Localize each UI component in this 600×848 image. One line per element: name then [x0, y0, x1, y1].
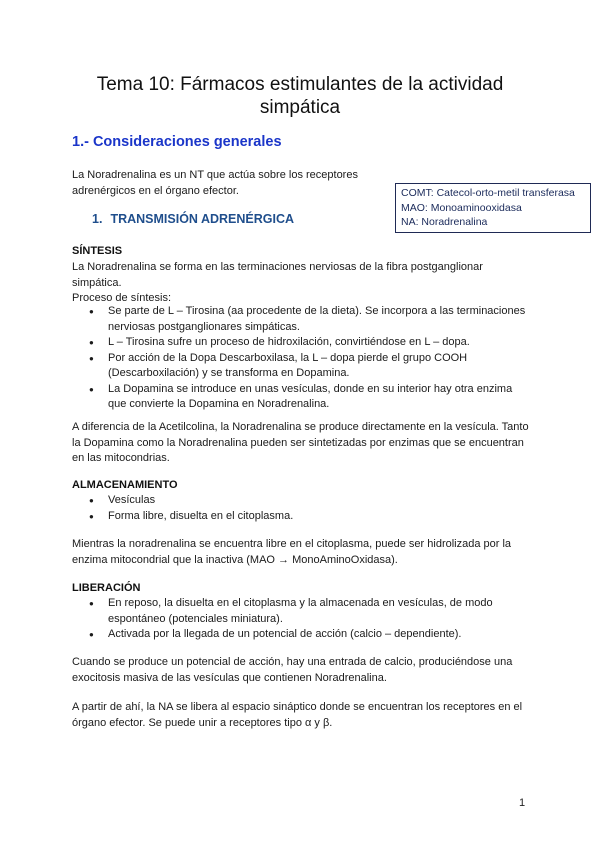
list-item: ● Por acción de la Dopa Descarboxilasa, la L – dopa pierde el grupo COOH (Descarboxilación) y se transforma en Dopamina.	[72, 351, 532, 382]
note-line-comt: COMT: Catecol-orto-metil transferasa	[401, 187, 575, 199]
page-title: Tema 10: Fármacos estimulantes de la actividad simpática	[96, 74, 504, 118]
liberacion-paragraph-1: Cuando se produce un potencial de acción, hay una entrada de calcio, produciéndose una exocitosis masiva de las vesículas que contienen Noradrenalina.	[72, 656, 513, 684]
almacenamiento-bullet-list	[72, 493, 532, 524]
liberacion-heading: LIBERACIÓN	[72, 582, 141, 594]
list-item: ● L – Tirosina sufre un proceso de hidroxilación, convirtiéndose en L – dopa.	[72, 335, 532, 351]
section-heading-consideraciones: 1.- Consideraciones generales	[72, 134, 282, 150]
subsection-heading-transmision	[92, 212, 294, 226]
sintesis-paragraph: A diferencia de la Acetilcolina, la Noradrenalina se produce directamente en la vesícula. Tanto la Dopamina como la Noradrenalina pueden ser sintetizadas por enzimas que se encuentran en las mitocondrias.	[72, 421, 529, 464]
list-item: ● Activada por la llegada de un potencial de acción (calcio – dependiente).	[72, 627, 532, 643]
sintesis-process-label: Proceso de síntesis:	[72, 292, 172, 304]
almacenamiento-heading: ALMACENAMIENTO	[72, 479, 178, 491]
list-item: ● La Dopamina se introduce en unas vesículas, donde en su interior hay otra enzima que convierte la Dopamina en Noradrenalina.	[72, 382, 532, 413]
sintesis-bullet-list	[72, 304, 532, 413]
page-number: 1	[519, 797, 526, 809]
liberacion-paragraph-2: A partir de ahí, la NA se libera al espacio sináptico donde se encuentran los receptores en el órgano efector. Se puede unir a receptores tipo α y β.	[72, 701, 523, 729]
subsection-title: TRANSMISIÓN ADRENÉRGICA	[110, 212, 295, 226]
list-item: ● En reposo, la disuelta en el citoplasma y la almacenada en vesículas, de modo espontáneo (potenciales miniatura).	[72, 596, 532, 627]
note-line-na: NA: Noradrenalina	[401, 216, 488, 228]
sintesis-heading: SÍNTESIS	[72, 245, 123, 257]
liberacion-bullet-list	[72, 596, 532, 643]
list-item: ● Vesículas	[72, 493, 532, 509]
abbreviations-note-box	[395, 183, 591, 233]
almacenamiento-paragraph: Mientras la noradrenalina se encuentra libre en el citoplasma, puede ser hidrolizada por la enzima mitocondrial que la inactiva (MAO → MonoAminoOxidasa).	[72, 538, 512, 566]
intro-paragraph: La Noradrenalina es un NT que actúa sobre los receptores adrenérgicos en el órgano efector.	[72, 169, 358, 197]
list-item: ● Forma libre, disuelta en el citoplasma.	[72, 509, 532, 525]
list-item: ● Se parte de L – Tirosina (aa procedente de la dieta). Se incorpora a las terminaciones nerviosas postganglionares simpáticas.	[72, 304, 532, 335]
subsection-number: 1.	[92, 212, 103, 226]
note-line-mao: MAO: Monoaminooxidasa	[401, 201, 522, 214]
sintesis-text: La Noradrenalina se forma en las terminaciones nerviosas de la fibra postganglionar simpática.	[72, 261, 483, 289]
